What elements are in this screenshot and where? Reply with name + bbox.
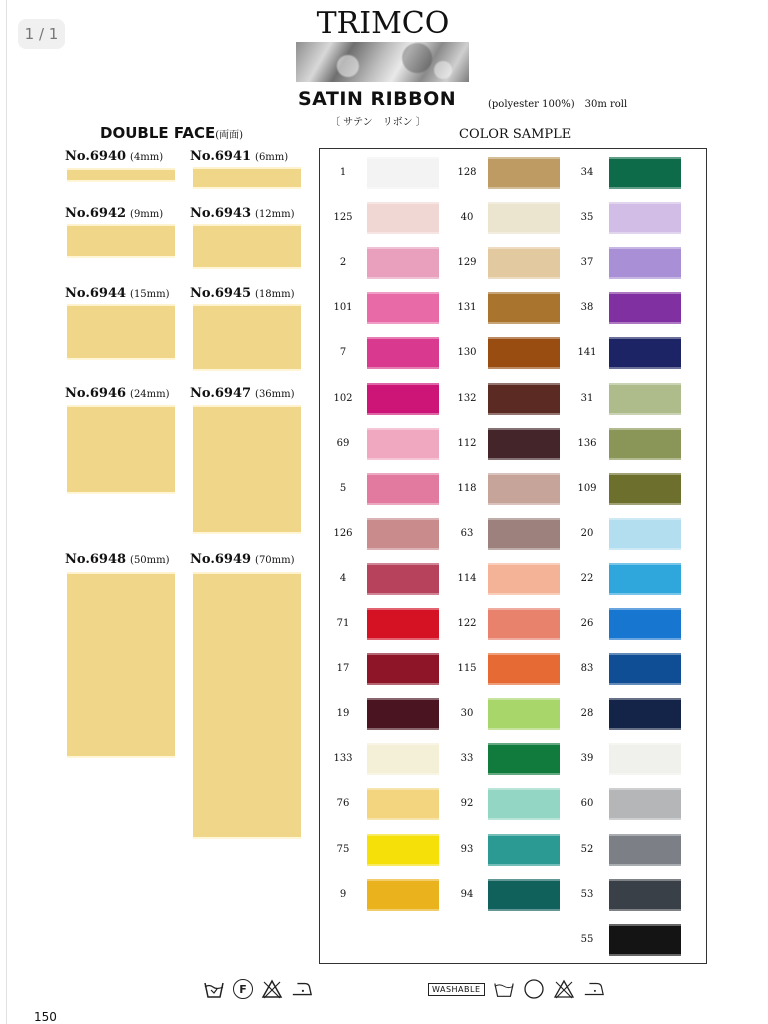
- size-number: No.6946: [65, 386, 127, 401]
- color-swatch: [488, 473, 560, 505]
- color-swatch: [367, 653, 439, 685]
- brand-logo: TRIMCO: [316, 6, 450, 41]
- color-swatch: [367, 743, 439, 775]
- color-swatch: [609, 743, 681, 775]
- ribbon-swatch: [193, 304, 301, 371]
- color-code: 17: [336, 663, 350, 675]
- ribbon-swatch: [67, 405, 175, 494]
- color-code: 22: [580, 572, 594, 584]
- color-code: 30: [460, 708, 474, 720]
- ribbon-swatch: [67, 572, 175, 758]
- color-swatch: [367, 563, 439, 595]
- color-code: 5: [339, 482, 347, 494]
- size-label: [190, 552, 295, 567]
- size-label: [65, 149, 163, 164]
- ribbon-swatch: [193, 405, 301, 534]
- color-swatch: [488, 698, 560, 730]
- color-code: 52: [580, 843, 594, 855]
- size-label: [190, 149, 288, 164]
- color-code: 132: [457, 392, 477, 404]
- size-width: (24mm): [130, 389, 170, 400]
- size-number: No.6943: [190, 206, 252, 221]
- color-swatch: [609, 428, 681, 460]
- color-swatch: [367, 473, 439, 505]
- product-title: SATIN RIBBON: [298, 88, 457, 110]
- color-code: 83: [580, 663, 594, 675]
- ribbon-swatch: [193, 572, 301, 839]
- dry-clean-f-icon: F: [233, 979, 253, 999]
- size-number: No.6945: [190, 286, 252, 301]
- page-indicator: 1 / 1: [18, 19, 65, 49]
- color-code: 125: [333, 212, 353, 224]
- color-swatch: [367, 428, 439, 460]
- color-code: 133: [333, 753, 353, 765]
- color-swatch: [488, 743, 560, 775]
- size-number: No.6948: [65, 552, 127, 567]
- color-swatch: [488, 834, 560, 866]
- color-code: 9: [339, 888, 347, 900]
- color-code: 114: [457, 572, 477, 584]
- color-swatch: [367, 383, 439, 415]
- color-swatch: [367, 518, 439, 550]
- iron-low-icon: [583, 978, 605, 1000]
- iron-icon: [291, 978, 313, 1000]
- washable-label: WASHABLE: [428, 983, 485, 996]
- product-spec: (polyester 100%) 30m roll: [488, 99, 628, 110]
- color-code: 112: [457, 437, 477, 449]
- color-code: 76: [336, 798, 350, 810]
- wash-temp-icon: [493, 978, 515, 1000]
- color-code: 31: [580, 392, 594, 404]
- color-code: 63: [460, 527, 474, 539]
- color-code: 101: [333, 302, 353, 314]
- color-code: 122: [457, 618, 477, 629]
- color-code: 1: [339, 167, 347, 178]
- size-number: No.6942: [65, 206, 127, 221]
- color-code: 37: [580, 257, 594, 269]
- double-face-kanji: (両面): [215, 130, 244, 141]
- color-code: 28: [580, 708, 594, 720]
- color-swatch: [609, 653, 681, 685]
- size-width: (6mm): [255, 152, 289, 163]
- color-swatch: [609, 879, 681, 911]
- color-code: 7: [339, 347, 347, 359]
- color-swatch: [609, 788, 681, 820]
- size-number: No.6941: [190, 149, 252, 164]
- color-swatch: [488, 292, 560, 324]
- color-code: 115: [457, 663, 477, 675]
- color-swatch: [609, 337, 681, 369]
- color-swatch: [488, 157, 560, 189]
- color-swatch: [609, 834, 681, 866]
- care-icons-left: [203, 978, 313, 1000]
- color-swatch: [609, 383, 681, 415]
- no-bleach-icon: [261, 978, 283, 1000]
- size-label: [65, 552, 170, 567]
- color-swatch: [488, 383, 560, 415]
- color-code: 26: [580, 618, 594, 629]
- size-label: [65, 206, 163, 221]
- page-number: 150: [34, 1010, 57, 1024]
- color-code: 34: [580, 167, 594, 178]
- color-swatch: [609, 473, 681, 505]
- color-swatch: [609, 202, 681, 234]
- color-swatch: [488, 518, 560, 550]
- ribbon-swatch: [193, 224, 301, 269]
- color-swatch: [609, 698, 681, 730]
- color-swatch: [367, 834, 439, 866]
- product-kana: 〔 サテン リボン 〕: [330, 117, 426, 128]
- color-swatch: [367, 157, 439, 189]
- size-label: [190, 286, 295, 301]
- size-number: No.6944: [65, 286, 127, 301]
- color-code: 131: [457, 302, 477, 314]
- color-swatch: [488, 247, 560, 279]
- color-code: 102: [333, 392, 353, 404]
- color-swatch: [488, 653, 560, 685]
- size-number: No.6947: [190, 386, 252, 401]
- color-swatch: [367, 337, 439, 369]
- brand-photo: [296, 42, 469, 82]
- color-swatch: [488, 608, 560, 640]
- color-swatch: [367, 247, 439, 279]
- color-swatch: [609, 563, 681, 595]
- color-code: 33: [460, 753, 474, 765]
- size-width: (12mm): [255, 209, 295, 220]
- color-code: 130: [457, 347, 477, 359]
- color-code: 55: [580, 933, 594, 945]
- color-code: 69: [336, 437, 350, 449]
- color-code: 109: [577, 482, 597, 494]
- color-swatch: [609, 292, 681, 324]
- color-swatch: [488, 202, 560, 234]
- size-label: [190, 206, 295, 221]
- size-number: No.6949: [190, 552, 252, 567]
- color-code: 2: [339, 257, 347, 269]
- double-face-label: DOUBLE FACE: [100, 124, 216, 142]
- care-icons-right: [428, 978, 605, 1000]
- color-code: 39: [580, 753, 594, 765]
- color-code: 126: [333, 527, 353, 539]
- color-code: 40: [460, 212, 474, 224]
- color-code: 118: [457, 482, 477, 494]
- size-width: (15mm): [130, 289, 170, 300]
- size-width: (36mm): [255, 389, 295, 400]
- color-swatch: [367, 698, 439, 730]
- color-swatch: [609, 157, 681, 189]
- color-swatch: [488, 788, 560, 820]
- size-label: [65, 386, 170, 401]
- size-width: (50mm): [130, 555, 170, 566]
- size-width: (70mm): [255, 555, 295, 566]
- color-code: 35: [580, 212, 594, 224]
- ribbon-swatch: [67, 168, 175, 182]
- color-code: 53: [580, 888, 594, 900]
- ribbon-swatch: [67, 304, 175, 360]
- color-swatch: [609, 247, 681, 279]
- color-code: 92: [460, 798, 474, 810]
- color-swatch: [609, 518, 681, 550]
- color-code: 75: [336, 843, 350, 855]
- page-edge: [6, 0, 7, 1024]
- color-code: 71: [336, 618, 350, 629]
- color-swatch: [367, 788, 439, 820]
- ribbon-swatch: [193, 167, 301, 189]
- dry-clean-icon: [523, 978, 545, 1000]
- color-swatch: [367, 202, 439, 234]
- no-bleach-icon-2: [553, 978, 575, 1000]
- color-swatch: [367, 879, 439, 911]
- color-swatch: [367, 292, 439, 324]
- color-swatch: [488, 337, 560, 369]
- double-face-heading: [100, 124, 243, 142]
- size-width: (18mm): [255, 289, 295, 300]
- color-code: 141: [577, 347, 597, 359]
- color-swatch: [488, 879, 560, 911]
- color-code: 38: [580, 302, 594, 314]
- color-code: 4: [339, 572, 347, 584]
- size-width: (4mm): [130, 152, 164, 163]
- color-swatch: [609, 608, 681, 640]
- color-sample-title: COLOR SAMPLE: [459, 127, 572, 142]
- size-number: No.6940: [65, 149, 127, 164]
- color-swatch: [367, 608, 439, 640]
- hand-wash-icon: [203, 978, 225, 1000]
- color-code: 60: [580, 798, 594, 810]
- color-swatch: [488, 428, 560, 460]
- ribbon-swatch: [67, 224, 175, 258]
- color-code: 93: [460, 843, 474, 855]
- color-code: 19: [336, 708, 350, 720]
- color-swatch: [609, 924, 681, 956]
- color-code: 128: [457, 167, 477, 178]
- color-code: 136: [577, 437, 597, 449]
- color-code: 94: [460, 888, 474, 900]
- color-swatch: [488, 563, 560, 595]
- color-code: 20: [580, 527, 594, 539]
- color-code: 129: [457, 257, 477, 269]
- size-label: [65, 286, 170, 301]
- size-width: (9mm): [130, 209, 164, 220]
- size-label: [190, 386, 295, 401]
